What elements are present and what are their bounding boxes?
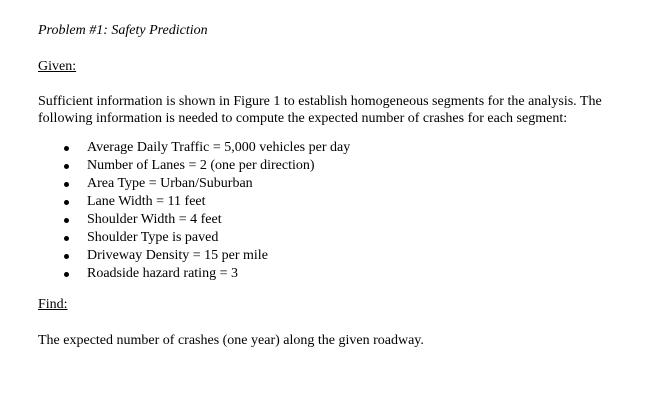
bullet-icon — [64, 236, 69, 241]
bullet-icon — [64, 200, 69, 205]
given-paragraph: Sufficient information is shown in Figure 1 to establish homogeneous segments for the analysis. The following information is needed to compute the expected number of crashes for each segment: — [38, 94, 602, 126]
bullet-icon — [64, 146, 69, 151]
bullet-item — [64, 229, 638, 247]
bullet-text: Roadside hazard rating = 3 — [87, 266, 238, 281]
bullet-text: Shoulder Type is paved — [87, 230, 219, 245]
bullet-icon — [64, 272, 69, 277]
bullet-text: Area Type = Urban/Suburban — [87, 176, 253, 191]
bullet-item — [64, 265, 638, 283]
problem-title: Problem #1: Safety Prediction — [38, 23, 208, 38]
bullet-text: Number of Lanes = 2 (one per direction) — [87, 158, 315, 173]
bullet-item — [64, 211, 638, 229]
document-page — [38, 22, 638, 363]
find-text: The expected number of crashes (one year) along the given roadway. — [38, 333, 424, 348]
bullet-item — [64, 157, 638, 175]
bullet-icon — [64, 254, 69, 259]
bullet-text: Lane Width = 11 feet — [87, 194, 206, 209]
given-bullet-list — [38, 139, 638, 283]
bullet-icon — [64, 164, 69, 169]
bullet-text: Average Daily Traffic = 5,000 vehicles per day — [87, 140, 351, 155]
bullet-item — [64, 247, 638, 265]
given-heading: Given: — [38, 59, 77, 74]
bullet-text: Shoulder Width = 4 feet — [87, 212, 222, 227]
bullet-item — [64, 175, 638, 193]
bullet-icon — [64, 218, 69, 223]
find-heading: Find: — [38, 297, 68, 312]
bullet-item — [64, 139, 638, 157]
bullet-item — [64, 193, 638, 211]
bullet-icon — [64, 182, 69, 187]
bullet-text: Driveway Density = 15 per mile — [87, 248, 268, 263]
